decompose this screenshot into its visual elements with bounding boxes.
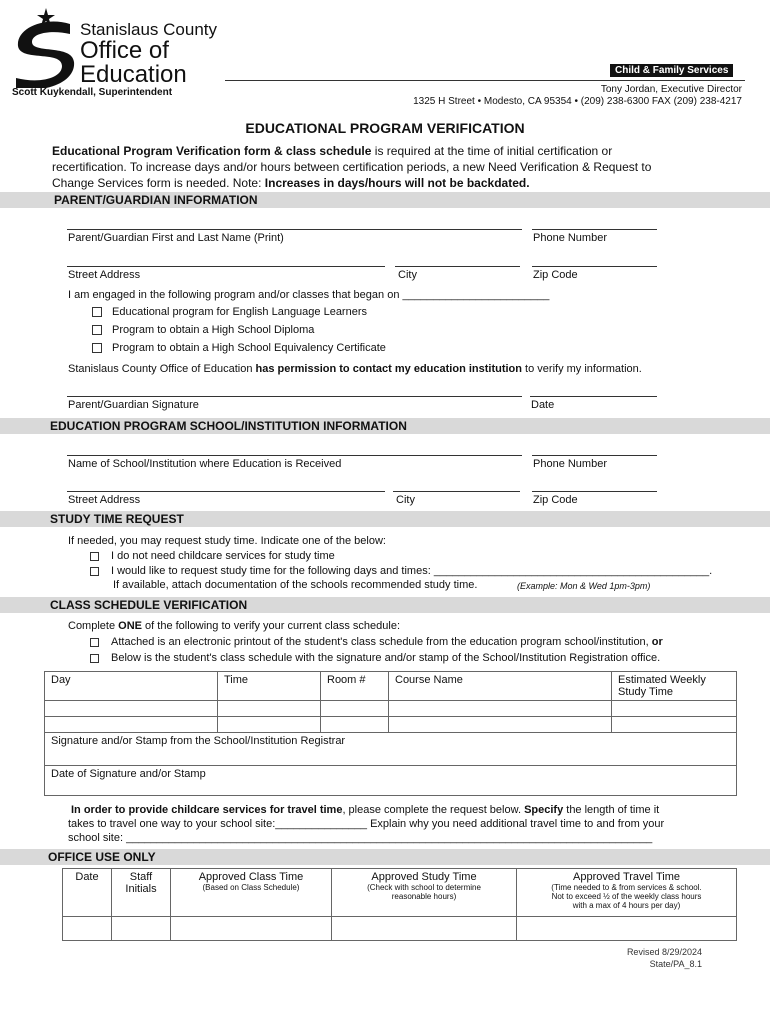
program-option-equivalency[interactable] [92,342,386,354]
travel-bold-2: Specify [524,804,564,816]
schedule-instruction-pre: Complete [68,620,119,632]
permission-statement [68,363,642,375]
school-street-label: Street Address [68,494,141,506]
col-travel-title: Approved Travel Time [573,871,680,883]
col-time: Time [218,672,321,701]
col-staff-line1: Staff [129,871,153,883]
col-estimated-line1: Estimated Weekly [618,674,706,686]
study-attach-note: If available, attach documentation of the schools recommended study time. [113,579,478,591]
col-staff-line2: Initials [125,883,157,895]
form-code: State/PA_8.1 [649,959,702,969]
intro-paragraph [52,143,732,191]
schedule-heading-text: CLASS SCHEDULE VERIFICATION [50,598,248,612]
travel-text-2: the length of time it [563,804,660,816]
permission-pre: Stanislaus County Office of Education [68,363,256,375]
parent-zip-line[interactable] [532,266,657,267]
schedule-section-heading [0,597,770,613]
parent-date-label: Date [531,399,555,411]
school-city-label: City [396,494,415,506]
school-name-label: Name of School/Institution where Education is Received [68,458,342,470]
study-option-label: I do not need childcare services for study time [111,550,335,562]
stamp-date-cell[interactable]: Date of Signature and/or Stamp [45,766,737,796]
col-date: Date [63,869,112,917]
address: 1325 H Street • Modesto, CA 95354 • (209) 238-6300 FAX (209) 238-4217 [413,96,742,107]
school-section-heading [0,418,770,434]
col-class-title: Approved Class Time [198,871,304,883]
col-travel-sub3: with a max of 4 hours per day) [572,901,681,910]
study-heading-text: STUDY TIME REQUEST [50,512,184,526]
schedule-instruction [68,620,400,632]
table-row [45,672,737,701]
parent-zip-label: Zip Code [533,269,578,281]
schedule-option-label: Attached is an electronic printout of the student's class schedule from the education program school/institution, [111,636,652,648]
table-row[interactable] [45,766,737,796]
col-approved-study [332,869,517,917]
col-approved-travel [517,869,737,917]
parent-section-heading [0,192,770,208]
study-option-none[interactable] [90,550,335,562]
intro-bold-1: Educational Program Verification form & class schedule [52,144,372,158]
col-day: Day [45,672,218,701]
table-cell[interactable] [517,917,737,941]
col-travel-sub2: Not to exceed ½ of the weekly class hours [551,892,702,901]
table-cell[interactable] [218,717,321,733]
col-room: Room # [321,672,389,701]
parent-heading-text: PARENT/GUARDIAN INFORMATION [54,193,258,207]
study-option-label: I would like to request study time for the following days and times: [111,565,434,577]
table-cell[interactable] [321,717,389,733]
table-cell[interactable] [171,917,332,941]
office-heading-text: OFFICE USE ONLY [48,850,156,864]
col-class-sub: (Based on Class Schedule) [202,883,300,892]
program-option-label: Program to obtain a High School Diploma [112,324,315,336]
table-cell[interactable] [112,917,171,941]
school-zip-label: Zip Code [533,494,578,506]
table-row[interactable] [45,733,737,766]
parent-street-line[interactable] [67,266,385,267]
school-street-line[interactable] [67,491,385,492]
col-estimated-study [612,672,737,701]
superintendent: Scott Kuykendall, Superintendent [12,87,173,98]
travel-text-1: , please complete the request below. [342,804,525,816]
office-use-table [62,868,737,941]
logo [10,6,80,88]
col-staff-initials [112,869,171,917]
school-name-line[interactable] [67,455,522,456]
parent-name-line[interactable] [67,229,522,230]
schedule-option-below[interactable] [90,652,660,664]
school-heading-text: EDUCATION PROGRAM SCHOOL/INSTITUTION INFORMATION [50,419,407,433]
program-option-label: Educational program for English Language Learners [112,306,367,318]
table-cell[interactable] [63,917,112,941]
school-city-line[interactable] [393,491,520,492]
schedule-instruction-post: of the following to verify your current class schedule: [141,620,400,632]
table-row [63,869,737,917]
study-example: (Example: Mon & Wed 1pm-3pm) [517,581,651,591]
study-times-blank[interactable]: _____________________________________________. [433,565,713,577]
checkbox-icon[interactable] [92,343,102,353]
org-name-line3: Education [80,61,187,88]
table-cell[interactable] [218,701,321,717]
col-study-sub2: reasonable hours) [391,892,457,901]
checkbox-icon[interactable] [92,325,102,335]
travel-line-2[interactable]: takes to travel one way to your school site:_______________ Explain why you need additional travel time to and from your [68,818,665,830]
col-approved-class [171,869,332,917]
schedule-option-printout[interactable] [90,636,663,648]
office-section-heading [0,849,770,865]
col-study-title: Approved Study Time [371,871,477,883]
table-cell[interactable] [45,701,218,717]
program-option-ell[interactable] [92,306,367,318]
logo-star-s-icon [10,6,80,88]
col-estimated-line2: Study Time [618,686,674,698]
table-row[interactable] [45,701,737,717]
intro-bold-3: Increases in days/hours will not be backdated. [264,176,530,190]
intro-line-2: recertification. To increase days and/or hours between certification periods, a new Need Verification & Request to [52,160,652,174]
checkbox-icon[interactable] [90,552,99,561]
study-option-request[interactable] [90,565,712,577]
department-badge: Child & Family Services [610,64,733,77]
page-title: EDUCATIONAL PROGRAM VERIFICATION [245,120,525,136]
parent-phone-label: Phone Number [533,232,607,244]
checkbox-icon[interactable] [90,654,99,663]
director: Tony Jordan, Executive Director [600,84,742,95]
school-zip-line[interactable] [532,491,657,492]
header-rule [225,80,745,81]
table-row[interactable] [45,717,737,733]
col-course: Course Name [389,672,612,701]
permission-bold: has permission to contact my education institution [255,363,522,375]
table-cell[interactable] [321,701,389,717]
table-cell[interactable] [332,917,517,941]
class-schedule-table [44,671,737,796]
revised-date: Revised 8/29/2024 [626,947,702,957]
table-cell[interactable] [45,717,218,733]
checkbox-icon[interactable] [92,307,102,317]
engaged-statement: I am engaged in the following program and/or classes that began on ________________________ [68,289,550,301]
parent-signature-label: Parent/Guardian Signature [68,399,199,411]
intro-text-3: Change Services form is needed. Note: [52,176,265,190]
parent-street-label: Street Address [68,269,141,281]
intro-text-1: is required at the time of initial certification or [371,144,613,158]
table-cell[interactable] [612,717,737,733]
parent-name-label: Parent/Guardian First and Last Name (Print) [68,232,284,244]
travel-line-3[interactable]: school site: ______________________________________________________________________________________ [68,832,653,844]
parent-signature-line[interactable] [67,396,522,397]
org-name-line2: Office of [80,37,169,64]
parent-phone-line[interactable] [532,229,657,230]
travel-paragraph [68,803,758,845]
table-row[interactable] [63,917,737,941]
col-travel-sub1: (Time needed to & from services & school. [551,883,702,892]
parent-city-line[interactable] [395,266,520,267]
study-instruction: If needed, you may request study time. Indicate one of the below: [68,535,386,547]
org-name-line1: Stanislaus County [80,20,218,39]
schedule-option-label: Below is the student's class schedule with the signature and/or stamp of the School/Institution Registration office. [111,652,661,664]
schedule-option-or: or [651,636,663,648]
checkbox-icon[interactable] [90,638,99,647]
table-cell[interactable] [389,701,612,717]
program-option-diploma[interactable] [92,324,314,336]
table-cell[interactable] [389,717,612,733]
table-cell[interactable] [612,701,737,717]
schedule-instruction-bold: ONE [118,620,142,632]
permission-post: to verify my information. [522,363,642,375]
school-phone-label: Phone Number [533,458,607,470]
parent-date-line[interactable] [530,396,657,397]
parent-city-label: City [398,269,417,281]
col-study-sub1: (Check with school to determine [367,883,481,892]
school-phone-line[interactable] [532,455,657,456]
checkbox-icon[interactable] [90,567,99,576]
study-section-heading [0,511,770,527]
program-option-label: Program to obtain a High School Equivalency Certificate [112,342,386,354]
travel-bold-1: In order to provide childcare services for travel time [71,804,343,816]
registrar-signature-cell[interactable]: Signature and/or Stamp from the School/Institution Registrar [45,733,737,766]
